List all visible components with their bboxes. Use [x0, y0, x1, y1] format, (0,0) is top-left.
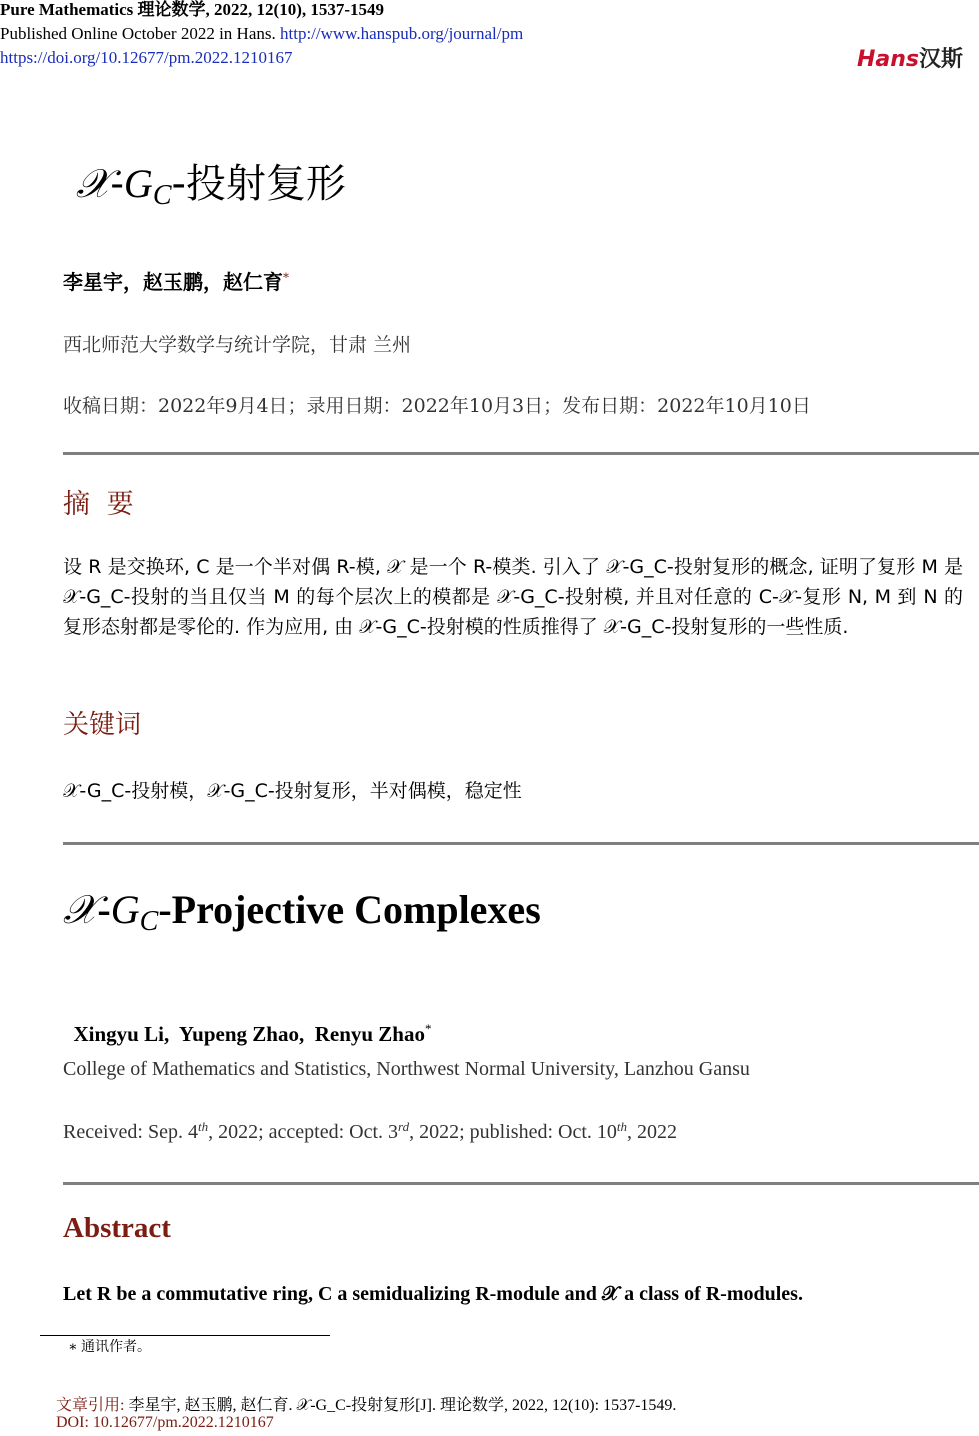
cn-keywords-heading: 关键词	[63, 710, 142, 740]
doi-line	[0, 46, 292, 70]
citation-doi: DOI: 10.12677/pm.2022.1210167	[56, 1414, 274, 1431]
hans-logo	[857, 42, 963, 73]
en-title	[63, 886, 541, 938]
en-title-x: 𝒳	[63, 887, 98, 932]
doi-link[interactable]: https://doi.org/10.12677/pm.2022.1210167	[0, 48, 293, 67]
accepted-sup: rd	[398, 1119, 410, 1134]
cn-title-x: 𝒳	[76, 161, 111, 206]
cn-dates: 收稿日期：2022年9月4日；录用日期：2022年10月3日；发布日期：2022年10月10日	[63, 395, 811, 417]
cn-title-dash: -	[110, 161, 124, 207]
cn-authors-text: 李星宇，赵玉鹏，赵仁育	[63, 270, 283, 294]
en-affiliation: College of Mathematics and Statistics, Northwest Normal University, Lanzhou Gansu	[63, 1058, 750, 1080]
footnote	[68, 1336, 151, 1356]
en-title-dash: -	[97, 887, 111, 932]
divider-2	[63, 842, 979, 845]
en-authors-text: Xingyu Li, Yupeng Zhao, Renyu Zhao	[73, 1022, 425, 1046]
en-title-sub: C	[139, 906, 159, 937]
en-abstract-heading: Abstract	[63, 1212, 171, 1244]
en-title-g: G	[110, 887, 140, 932]
cn-title	[76, 158, 346, 222]
en-title-text: -Projective Complexes	[158, 887, 541, 932]
divider-1	[63, 452, 979, 455]
cn-title-sub: C	[152, 180, 172, 211]
en-abstract-first-line: Let R be a commutative ring, C a semidualizing R-module and 𝒳 a class of R-modules.	[63, 1283, 803, 1305]
en-dates	[63, 1119, 677, 1144]
year-tail: , 2022	[627, 1121, 677, 1144]
published-text: , 2022; published: Oct. 10	[409, 1121, 617, 1144]
footnote-mark: ∗	[68, 1340, 78, 1355]
received-sup: th	[197, 1119, 209, 1134]
citation-text: 李星宇, 赵玉鹏, 赵仁育. 𝒳-G_C-投射复形[J]. 理论数学, 2022, 12(10): 1537-1549.	[128, 1397, 677, 1414]
published-prefix: Published Online October 2022 in Hans.	[0, 24, 276, 43]
en-authors	[63, 996, 431, 1047]
cn-author-mark: *	[283, 270, 289, 285]
citation-line	[56, 1392, 676, 1415]
journal-header: Pure Mathematics 理论数学, 2022, 12(10), 1537-1549	[0, 0, 385, 19]
en-author-mark: *	[424, 1021, 432, 1036]
published-sup: th	[616, 1119, 627, 1134]
cn-affiliation: 西北师范大学数学与统计学院，甘肃 兰州	[63, 334, 412, 356]
divider-3	[63, 1182, 979, 1185]
accepted-text: , 2022; accepted: Oct. 3	[208, 1121, 399, 1144]
published-line	[0, 22, 523, 46]
cn-title-text: -投射复形	[171, 161, 346, 207]
logo-cn: 汉斯	[918, 47, 963, 72]
cn-keywords: 𝒳-G_C-投射模，𝒳-G_C-投射复形，半对偶模，稳定性	[63, 780, 522, 802]
journal-link[interactable]: http://www.hanspub.org/journal/pm	[280, 24, 524, 43]
cn-title-g: G	[123, 161, 153, 206]
footnote-text: 通讯作者。	[81, 1340, 152, 1355]
citation-label: 文章引用:	[56, 1397, 125, 1414]
received-text: Received: Sep. 4	[63, 1121, 198, 1144]
cn-authors	[63, 266, 289, 295]
cn-abstract-body: 设 R 是交换环, C 是一个半对偶 R-模, 𝒳 是一个 R-模类. 引入了 𝒳-G_C-投射复形的概念, 证明了复形 M 是 𝒳-G_C-投射的当且仅当 M 的每个层次上的模都是 𝒳-G_C-投射模, 并且对任意的 C-𝒳-复形 N, M 到 N 的复形态射都是零伦的. 作为应用, 由 𝒳-G_C-投射模的性质推得了 𝒳-G_C-投射复形的一些性质.	[63, 556, 963, 638]
cn-abstract-heading: 摘 要	[63, 489, 138, 520]
logo-latin: Hans	[856, 47, 919, 72]
